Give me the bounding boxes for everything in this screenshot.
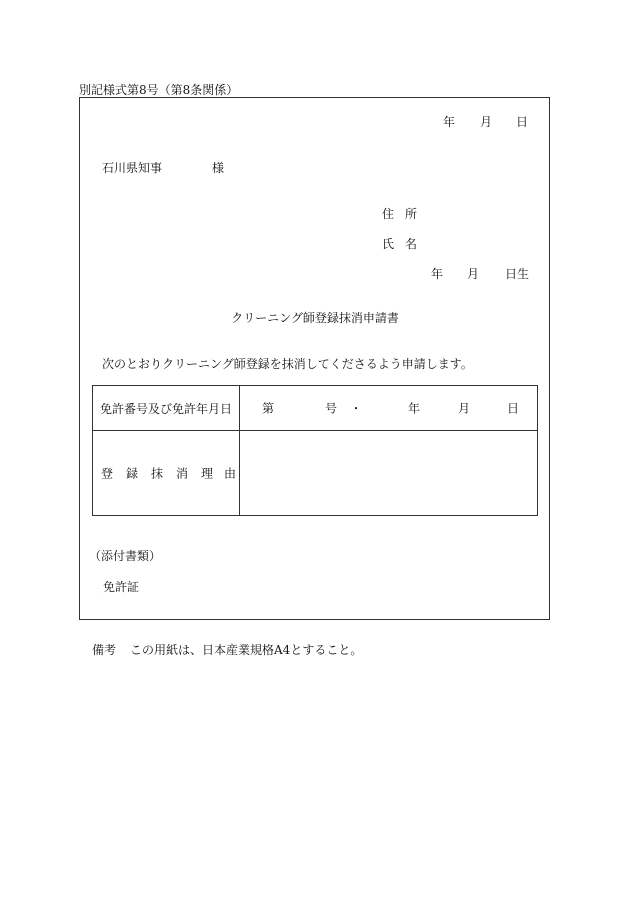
license-separator-dot: ・ — [350, 401, 363, 416]
license-info-table — [92, 385, 538, 516]
addressee-name: 石川県知事 — [102, 161, 163, 175]
reason-header-char: 抹 — [151, 466, 164, 481]
license-day-label: 日 — [507, 401, 520, 416]
license-number-cell — [240, 386, 538, 431]
remarks-line — [92, 641, 362, 658]
date-month-label: 月 — [480, 115, 493, 129]
attachment-item: 免許証 — [103, 580, 140, 594]
table-row — [93, 431, 538, 516]
birth-day-label: 日生 — [505, 267, 530, 281]
name-label-char-2: 名 — [405, 237, 418, 251]
remarks-label: 備考 — [92, 643, 117, 657]
cancellation-reason-header — [93, 431, 240, 516]
remarks-text: この用紙は、日本産業規格A4とすること。 — [130, 643, 363, 657]
reason-header-char: 由 — [224, 466, 237, 481]
date-day-label: 日 — [516, 115, 529, 129]
reason-header-char: 消 — [176, 466, 189, 481]
document-title: クリーニング師登録抹消申請書 — [231, 311, 399, 325]
address-label-char-1: 住 — [382, 207, 395, 221]
reason-header-char: 登 — [101, 466, 114, 481]
request-statement: 次のとおりクリーニング師登録を抹消してくださるよう申請します。 — [102, 357, 473, 371]
license-go-label: 号 — [325, 401, 338, 416]
reason-header-char: 録 — [126, 466, 139, 481]
license-year-label: 年 — [408, 401, 421, 416]
license-dai-label: 第 — [262, 401, 275, 416]
birth-month-label: 月 — [467, 267, 480, 281]
attachments-heading: （添付書類） — [89, 549, 162, 563]
birth-year-label: 年 — [431, 267, 444, 281]
form-number-label: 別記様式第8号（第8条関係） — [79, 83, 239, 97]
license-month-label: 月 — [458, 401, 471, 416]
date-year-label: 年 — [443, 115, 456, 129]
license-number-header: 免許番号及び免許年月日 — [93, 386, 240, 431]
addressee-honorific: 様 — [212, 161, 225, 175]
reason-header-char: 理 — [201, 466, 214, 481]
cancellation-reason-cell — [240, 431, 538, 516]
address-label-char-2: 所 — [405, 207, 418, 221]
name-label-char-1: 氏 — [382, 237, 395, 251]
table-row — [93, 386, 538, 431]
